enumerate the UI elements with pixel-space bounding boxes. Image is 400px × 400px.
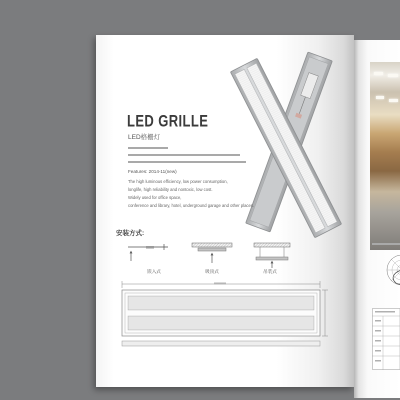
installation-heading: 安装方式: xyxy=(116,230,145,237)
features-line: longlife, high reliability and nontoxic, low cost. xyxy=(128,187,213,192)
installation-label-suspended: 吊装式 xyxy=(263,269,277,274)
installation-label-recessed: 嵌入式 xyxy=(147,269,161,274)
product-title: LED GRILLE xyxy=(127,111,209,131)
surface-mount-icon xyxy=(192,243,232,263)
dimension-drawing xyxy=(118,280,332,360)
side-dimension-line xyxy=(322,290,328,336)
features-line: Features: 2014-11(new) xyxy=(128,169,177,174)
louver-grid xyxy=(128,316,314,330)
suspended-mount-icon xyxy=(254,243,290,268)
light-distribution-diagram xyxy=(374,252,400,288)
recessed-mount-icon xyxy=(128,244,168,261)
ceiling-light xyxy=(388,74,398,77)
illegible-text-line xyxy=(128,147,168,149)
spec-table xyxy=(372,308,400,370)
installation-diagrams xyxy=(118,239,298,269)
louver-grid xyxy=(128,296,314,310)
fixture-side-view xyxy=(122,341,320,346)
features-line: conference and library, hotel, underground garage and other places. xyxy=(128,203,255,208)
brochure-right-page xyxy=(354,40,400,398)
illegible-caption xyxy=(372,243,400,245)
product-subtitle: LED格栅灯 xyxy=(128,134,161,141)
product-image xyxy=(225,50,345,240)
interior-photo xyxy=(370,62,400,250)
ceiling-light xyxy=(374,72,383,75)
features-line: Widely used for office space, xyxy=(128,195,182,200)
grille-panel-front xyxy=(230,58,341,237)
top-dimension-line xyxy=(122,281,320,288)
illegible-text-line xyxy=(128,154,240,156)
illegible-text-line xyxy=(128,161,246,163)
installation-label-surface: 吸顶式 xyxy=(205,269,219,274)
ceiling-light xyxy=(389,99,398,102)
ceiling-light xyxy=(376,96,384,99)
features-line: The high luminous efficiency, low power consumption, xyxy=(128,179,228,184)
